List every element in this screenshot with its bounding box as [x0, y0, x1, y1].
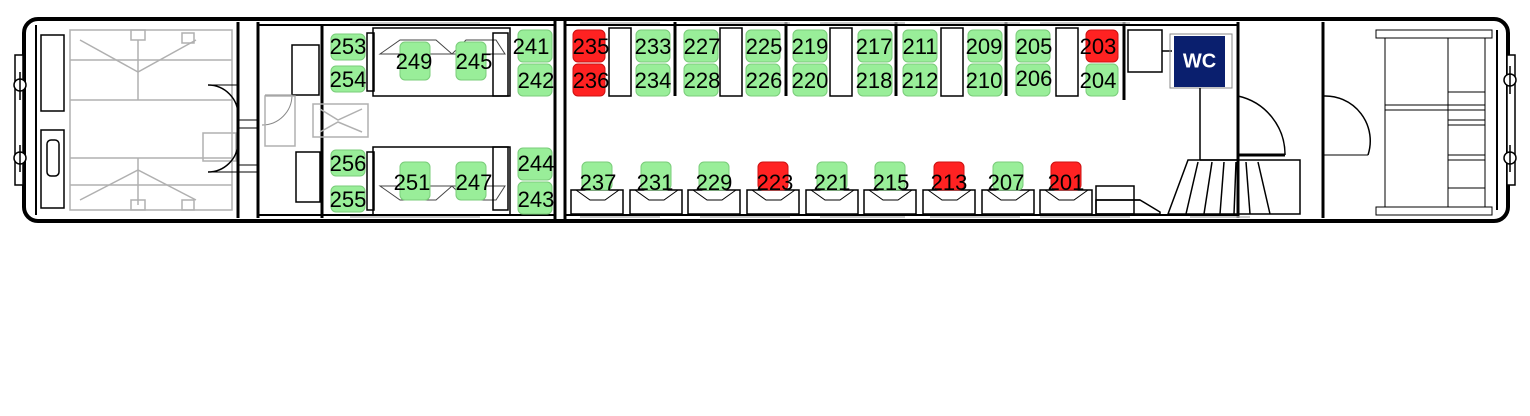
seat-218-label: 218 [855, 67, 893, 93]
seat-213-label: 213 [930, 169, 968, 195]
seat-233[interactable] [635, 30, 672, 62]
seat-223-label: 223 [756, 169, 794, 195]
seat-210[interactable] [966, 64, 1003, 96]
seat-237-label: 237 [579, 169, 617, 195]
seat-212[interactable] [902, 64, 939, 96]
seat-221-label: 221 [813, 169, 851, 195]
seat-242[interactable] [518, 64, 555, 96]
seat-249[interactable] [396, 42, 433, 80]
seat-231-label: 231 [636, 169, 674, 195]
seat-235-label: 235 [572, 33, 610, 59]
seat-220[interactable] [792, 64, 829, 96]
seat-249-label: 249 [395, 48, 433, 74]
seat-231[interactable] [637, 162, 674, 195]
seat-217-label: 217 [855, 33, 893, 59]
seat-210-label: 210 [965, 67, 1003, 93]
seat-251-label: 251 [393, 169, 431, 195]
seat-206-label: 206 [1015, 65, 1053, 91]
seat-219-label: 219 [791, 33, 829, 59]
seat-253-label: 253 [329, 33, 367, 59]
seat-255-label: 255 [329, 186, 367, 212]
seat-234-label: 234 [634, 67, 672, 93]
seat-244[interactable] [518, 148, 555, 180]
seat-235[interactable] [573, 30, 610, 62]
seat-245-label: 245 [455, 48, 493, 74]
seat-209-label: 209 [965, 33, 1003, 59]
seat-256[interactable] [330, 150, 367, 176]
seat-241-label: 241 [512, 33, 550, 59]
seat-227-label: 227 [683, 33, 721, 59]
seat-217[interactable] [856, 30, 893, 62]
seat-237[interactable] [580, 162, 617, 195]
seat-229[interactable] [696, 162, 733, 195]
seat-207-label: 207 [987, 169, 1025, 195]
seat-233-label: 233 [634, 33, 672, 59]
seat-225[interactable] [746, 30, 783, 62]
seat-234[interactable] [635, 64, 672, 96]
seat-221[interactable] [814, 162, 851, 195]
seat-201-label: 201 [1047, 169, 1085, 195]
seat-203[interactable] [1080, 30, 1118, 62]
seat-209[interactable] [966, 30, 1003, 62]
seat-255[interactable] [330, 186, 367, 212]
seat-227[interactable] [684, 30, 721, 62]
seat-212-label: 212 [901, 67, 939, 93]
seat-205[interactable] [1016, 30, 1053, 62]
seat-256-label: 256 [329, 150, 367, 176]
seat-213[interactable] [931, 162, 968, 195]
seat-243-label: 243 [517, 186, 555, 212]
seat-215[interactable] [873, 162, 910, 195]
seat-247-label: 247 [455, 169, 493, 195]
seat-204-label: 204 [1079, 67, 1117, 93]
seat-219[interactable] [792, 30, 829, 62]
seat-229-label: 229 [695, 169, 733, 195]
wc-sign[interactable] [1174, 36, 1225, 87]
seat-253[interactable] [330, 34, 367, 60]
seat-215-label: 215 [872, 169, 910, 195]
seat-226-label: 226 [745, 67, 783, 93]
wc-sign-label: WC [1182, 50, 1217, 73]
seat-228-label: 228 [683, 67, 721, 93]
seat-201[interactable] [1048, 162, 1085, 195]
seat-223[interactable] [757, 162, 794, 195]
seat-211-label: 211 [902, 33, 938, 59]
seat-254[interactable] [330, 66, 367, 92]
seat-218[interactable] [856, 64, 893, 96]
seat-254-label: 254 [329, 66, 367, 92]
seat-243[interactable] [518, 182, 555, 214]
seat-206[interactable] [1016, 64, 1053, 96]
seat-242-label: 242 [517, 67, 555, 93]
seat-205-label: 205 [1015, 33, 1053, 59]
seat-226[interactable] [746, 64, 783, 96]
seat-244-label: 244 [517, 150, 555, 176]
seat-204[interactable] [1080, 64, 1118, 96]
seat-220-label: 220 [791, 67, 829, 93]
seat-236-label: 236 [572, 67, 610, 93]
seat-241[interactable] [513, 30, 552, 62]
seat-203-label: 203 [1079, 33, 1117, 59]
seat-228[interactable] [684, 64, 721, 96]
seat-225-label: 225 [745, 33, 783, 59]
seat-211[interactable] [902, 30, 937, 62]
seat-207[interactable] [988, 162, 1025, 195]
seat-236[interactable] [573, 64, 610, 96]
